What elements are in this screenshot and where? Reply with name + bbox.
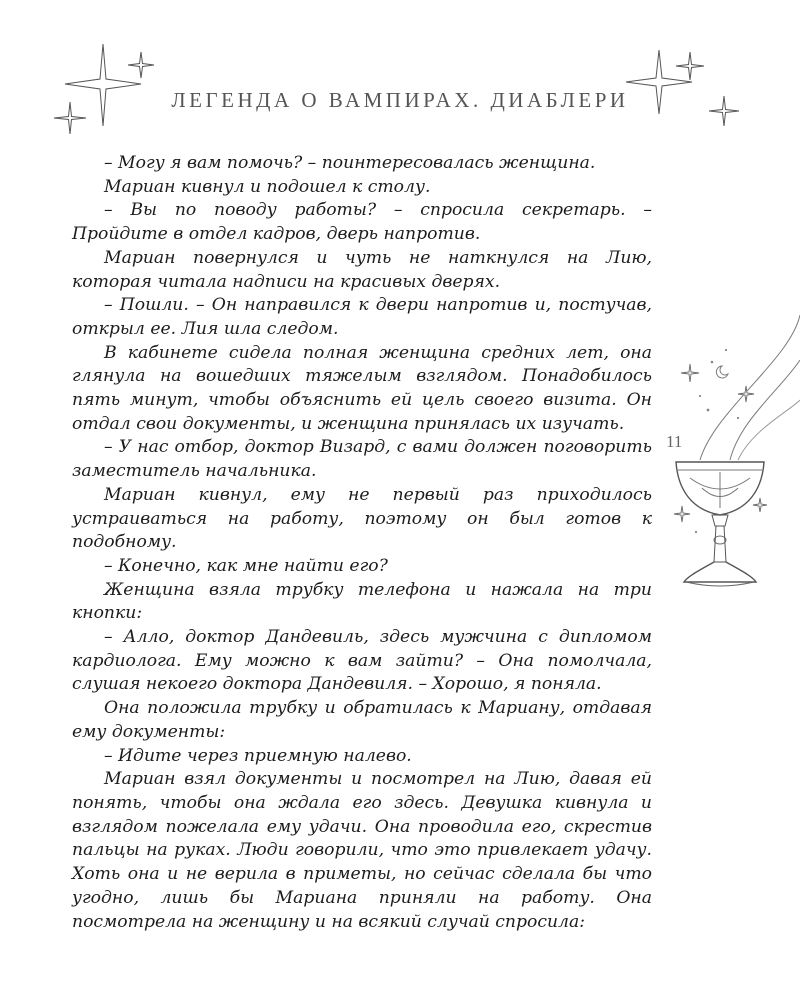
paragraph: – Пошли. – Он направился к двери напротив и, постучав, открыл ее. Лия шла следом. [72,295,652,339]
paragraph: – Алло, доктор Дандевиль, здесь мужчина с дипломом кардиолога. Ему можно к вам зайти? – Она помолчала, слушая некоего доктора Дандевиля. – Хорошо, я поняла. [72,627,652,695]
star-icon [65,44,141,126]
star-icon [738,386,754,402]
star-icon [674,506,690,522]
paragraph: – У нас отбор, доктор Визард, с вами должен поговорить заместитель начальника. [72,437,652,482]
paragraph: Она положила трубку и обратилась к Мариану, отдавая ему документы: [72,698,652,742]
star-icon [676,52,704,80]
paragraph: – Вы по поводу работы? – спросила секретарь. – Пройдите в отдел кадров, дверь напротив. [72,200,652,245]
paragraph: – Идите через приемную налево. [104,745,412,766]
star-icon [753,498,767,512]
body-text [72,152,652,934]
paragraph: Мариан кивнул и подошел к столу. [104,176,431,197]
paragraph: – Конечно, как мне найти его? [104,555,388,576]
page-number: 11 [666,432,683,451]
paragraph: – Могу я вам помочь? – поинтересовалась женщина. [104,153,596,173]
paragraph: В кабинете сидела полная женщина средних лет, она глянула на вошедших тяжелым взглядом. Понадобилось пять минут, чтобы объяснить ей цель своего визита. Он отдал свои документы, и женщина принялась их изучать. [72,342,652,434]
paragraph: Мариан кивнул, ему не первый раз приходилось устраиваться на работу, поэтому он был готов к подобному. [72,484,652,553]
goblet-illustration [640,300,800,600]
paragraph: Мариан взял документы и посмотрел на Лию, давая ей понять, чтобы она ждала его здесь. Девушка кивнула и взглядом пожелала ему удачи. Она проводила его, скрестив пальцы на руках. Люди говорили, что это привлекает удачу. Хоть она и не верила в приметы, но сейчас сделала бы что угодно, лишь бы Мариана приняли на работу. Она посмотрела на женщину и на всякий случай спросила: [72,769,652,932]
paragraph: Мариан повернулся и чуть не наткнулся на Лию, которая читала надписи на красивых дверях. [72,247,652,292]
running-header: ЛЕГЕНДА О ВАМПИРАХ. ДИАБЛЕРИ [171,88,629,112]
star-icon [128,52,154,78]
moon-icon [716,366,728,378]
paragraph: Женщина взяла трубку телефона и нажала на три кнопки: [72,579,652,624]
star-icon [681,364,699,382]
decorative-stars [0,0,800,160]
